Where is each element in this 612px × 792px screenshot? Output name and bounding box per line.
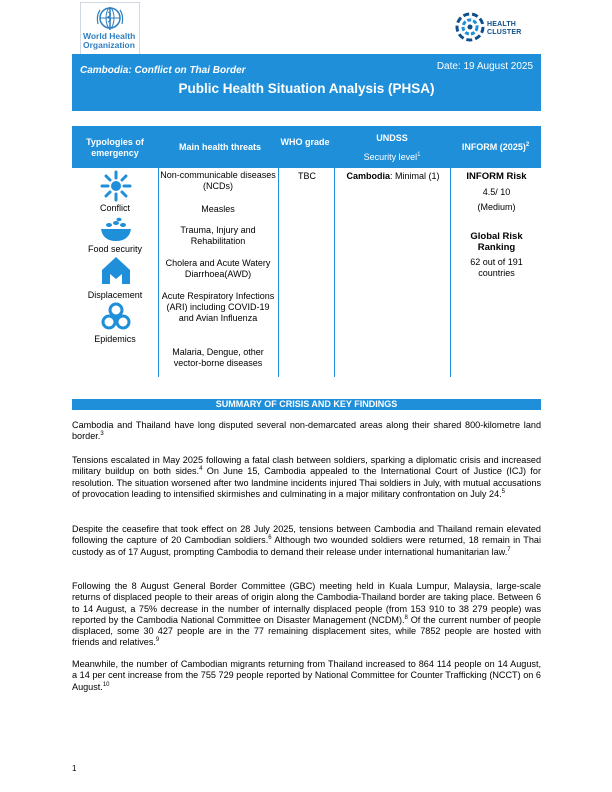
- header-who-grade: WHO grade: [280, 137, 330, 147]
- title-banner: [72, 54, 541, 111]
- summary-paragraph: Meanwhile, the number of Cambodian migrants returning from Thailand increased to 864 114 people on 14 August, a 14 per cent increase from the 755 729 people reported by National Committee for Counter Trafficking (NCCT) on 6 August.$^{10}$: [72, 659, 541, 692]
- banner-date: Date: 19 August 2025: [436, 61, 533, 72]
- column-divider: [334, 168, 335, 377]
- threat-item: Measles: [201, 204, 235, 214]
- header-security-level: Security level$^1$: [363, 152, 421, 162]
- threat-item: Cholera and Acute Watery Diarrhoea(AWD): [165, 258, 271, 279]
- who-logo-text: World Health Organization: [83, 31, 136, 50]
- biohazard-icon: [100, 301, 132, 333]
- summary-paragraph: Following the 8 August General Border Committee (GBC) meeting held in Kuala Lumpur, Malaysia, large-scale returns of displaced people to their areas of origin along the Cambodia-Thailand border are taking place. Between 6 to 14 August, a 75% decrease in the number of internally displaced people (from 153 910 to 38 279 people) was reported by the Cambodia National Committee on Disaster Management (NCDM).$^8$ Of the current number of people displaced, some 30 427 people are in the 77 remaining displacement sites, while 7852 people are hosted with friends and relatives.$^9$: [72, 581, 541, 648]
- threat-item: Non-communicable diseases (NCDs): [160, 170, 276, 191]
- typology-epidemics: Epidemics: [94, 334, 136, 344]
- header-threats: Main health threats: [178, 142, 261, 152]
- global-rank-value: 62 out of 191 countries: [470, 257, 523, 278]
- health-cluster-logo: [455, 10, 535, 46]
- inform-risk-level: (Medium): [477, 202, 516, 212]
- threat-item: Trauma, Injury and Rehabilitation: [180, 225, 256, 246]
- threat-item: Malaria, Dengue, other vector-borne diseases: [172, 347, 264, 368]
- typology-displacement: Displacement: [87, 290, 143, 300]
- page-title: Public Health Situation Analysis (PHSA): [178, 81, 435, 96]
- header-inform: INFORM $(2025)^2$: [461, 142, 530, 152]
- summary-paragraph: Cambodia and Thailand have long disputed several non-demarcated areas along their shared 800-kilometre land border.$^3$: [72, 420, 541, 442]
- column-divider: [450, 168, 451, 377]
- who-grade-value: TBC: [298, 171, 316, 181]
- security-level-value: Cambodia: Minimal (1): [346, 171, 440, 181]
- health-cluster-text: HEALTH CLUSTER: [487, 21, 522, 36]
- header-undss: UNDSS: [376, 133, 408, 143]
- summary-heading: SUMMARY OF CRISIS AND KEY FINDINGS: [72, 399, 541, 410]
- banner-subtitle: Cambodia: Conflict on Thai Border: [80, 65, 246, 76]
- inform-risk-value: 4.5/ 10: [482, 187, 511, 197]
- table-header: [72, 126, 541, 168]
- health-cluster-emblem-icon: [455, 12, 485, 42]
- inform-risk-label: INFORM Risk: [466, 171, 527, 182]
- who-emblem-icon: [95, 6, 125, 32]
- displacement-icon: [98, 254, 134, 286]
- header-typologies: Typologies of emergency: [86, 137, 144, 158]
- global-rank-label: Global Risk Ranking: [470, 231, 523, 253]
- page-number: 1: [72, 764, 77, 773]
- threat-item: Acute Respiratory Infections (ARI) including COVID-19 and Avian Influenza: [161, 291, 275, 323]
- typology-food-security: Food security: [87, 244, 143, 254]
- conflict-icon: [100, 170, 132, 202]
- summary-paragraph: Tensions escalated in May 2025 following a fatal clash between soldiers, sparking a diplomatic crisis and increased military buildup on both sides.$^4$ On June 15, Cambodia appealed to the International Court of Justice (ICJ) for resolution. The situation worsened after two landmine incidents injured Thai soldiers in July, with mutual accusations of provocation leading to intensified skirmishes and culminating in a major military confrontation on July 24.$^5$: [72, 455, 541, 499]
- food-security-icon: [99, 217, 133, 243]
- who-logo: [80, 2, 140, 56]
- summary-paragraph: Despite the ceasefire that took effect on 28 July 2025, tensions between Cambodia and Thailand remain elevated following the capture of 20 Cambodian soldiers.$^6$ Although two wounded soldiers were returned, 18 remain in Thai custody as of 17 August, prompting Cambodia to demand their release under international humanitarian law.$^7$: [72, 524, 541, 557]
- column-divider: [158, 168, 159, 377]
- column-divider: [278, 168, 279, 377]
- typology-conflict: Conflict: [99, 203, 130, 213]
